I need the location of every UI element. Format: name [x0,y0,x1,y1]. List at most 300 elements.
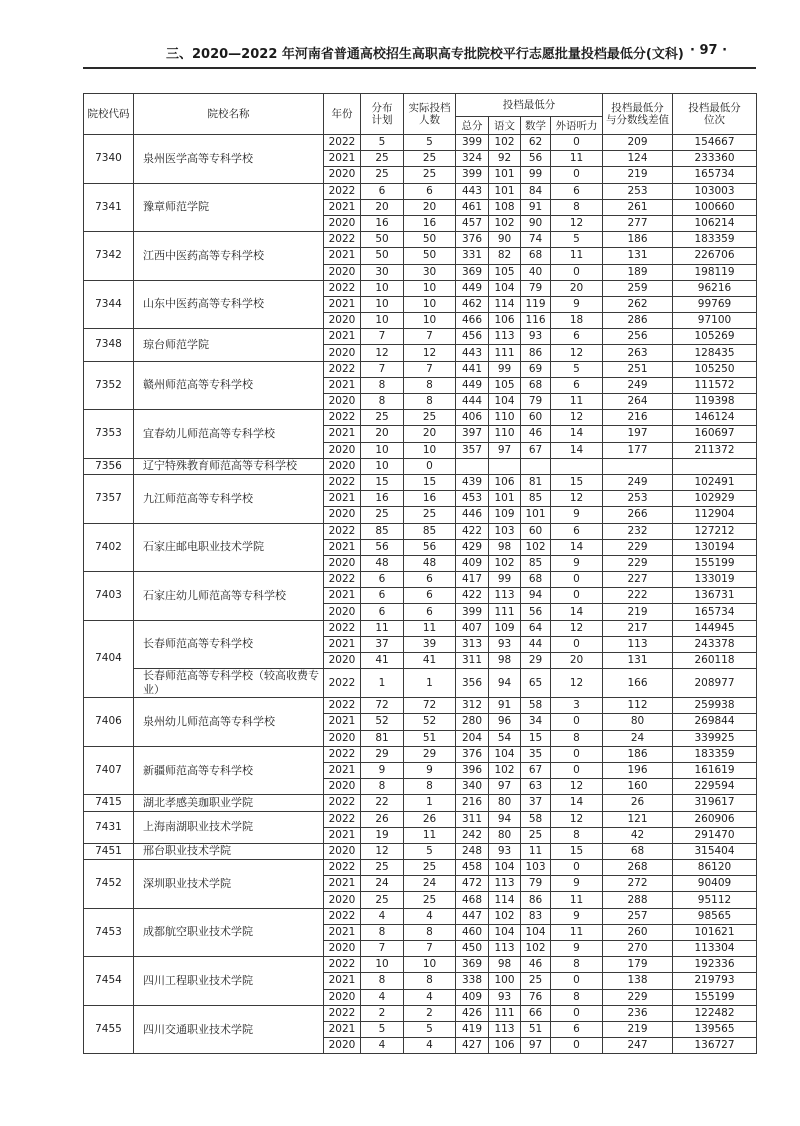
chinese-score-cell: 105 [489,377,521,393]
year-cell: 2021 [324,151,361,167]
total-score-cell: 409 [456,989,489,1005]
table-row [84,1005,757,1021]
school-code-cell: 7342 [84,232,134,281]
diff-from-cutoff-cell: 266 [603,507,673,523]
rank-cell: 112904 [673,507,757,523]
plan-cell: 10 [361,957,404,973]
actual-count-cell: 51 [404,730,456,746]
total-score-cell: 338 [456,973,489,989]
actual-count-cell: 1 [404,795,456,811]
plan-cell: 7 [361,329,404,345]
diff-from-cutoff-cell: 270 [603,941,673,957]
rank-cell: 208977 [673,669,757,698]
math-score-cell: 34 [521,714,551,730]
chinese-score-cell: 111 [489,604,521,620]
chinese-score-cell: 80 [489,827,521,843]
header-chinese-score: 语文 [489,117,521,135]
year-cell: 2022 [324,572,361,588]
math-score-cell: 66 [521,1005,551,1021]
rank-cell: 160697 [673,426,757,442]
rank-cell: 233360 [673,151,757,167]
chinese-score-cell: 98 [489,957,521,973]
chinese-score-cell: 104 [489,394,521,410]
math-score-cell: 60 [521,410,551,426]
actual-count-cell: 50 [404,248,456,264]
year-cell: 2020 [324,1038,361,1054]
year-cell: 2020 [324,264,361,280]
rank-cell: 98565 [673,908,757,924]
total-score-cell: 399 [456,135,489,151]
plan-cell: 8 [361,779,404,795]
actual-count-cell: 48 [404,555,456,571]
rank-cell: 165734 [673,167,757,183]
diff-from-cutoff-cell: 277 [603,215,673,231]
header-actual-line2: 人数 [419,114,440,126]
actual-count-cell: 15 [404,474,456,490]
diff-from-cutoff-cell: 131 [603,248,673,264]
title-rule [83,67,756,69]
math-score-cell: 119 [521,296,551,312]
year-cell: 2021 [324,491,361,507]
year-cell: 2020 [324,555,361,571]
total-score-cell: 449 [456,377,489,393]
actual-count-cell: 20 [404,199,456,215]
foreign-listening-cell: 0 [551,572,603,588]
diff-from-cutoff-cell: 229 [603,555,673,571]
math-score-cell: 104 [521,924,551,940]
plan-cell: 48 [361,555,404,571]
rank-cell: 101621 [673,924,757,940]
actual-count-cell: 25 [404,167,456,183]
diff-from-cutoff-cell: 249 [603,474,673,490]
plan-cell: 10 [361,313,404,329]
table-row [84,361,757,377]
plan-cell: 52 [361,714,404,730]
rank-cell: 198119 [673,264,757,280]
math-score-cell: 64 [521,620,551,636]
plan-cell: 10 [361,442,404,458]
math-score-cell: 68 [521,572,551,588]
diff-from-cutoff-cell: 216 [603,410,673,426]
rank-cell: 243378 [673,636,757,652]
diff-from-cutoff-cell: 219 [603,1021,673,1037]
year-cell: 2021 [324,973,361,989]
rank-cell: 103003 [673,183,757,199]
total-score-cell: 242 [456,827,489,843]
actual-count-cell: 26 [404,811,456,827]
foreign-listening-cell: 0 [551,714,603,730]
total-score-cell: 439 [456,474,489,490]
foreign-listening-cell: 0 [551,860,603,876]
total-score-cell: 472 [456,876,489,892]
diff-from-cutoff-cell: 160 [603,779,673,795]
chinese-score-cell: 110 [489,426,521,442]
header-row-top [84,94,757,117]
diff-from-cutoff-cell: 249 [603,377,673,393]
rank-cell: 130194 [673,539,757,555]
math-score-cell: 65 [521,669,551,698]
foreign-listening-cell: 9 [551,908,603,924]
header-diff-line1: 投档最低分 [611,102,664,114]
plan-cell: 22 [361,795,404,811]
rank-cell: 260906 [673,811,757,827]
header-year: 年份 [324,94,361,135]
rank-cell: 113304 [673,941,757,957]
chinese-score-cell: 102 [489,215,521,231]
diff-from-cutoff-cell: 232 [603,523,673,539]
year-cell: 2022 [324,183,361,199]
chinese-score-cell: 104 [489,924,521,940]
school-name-cell: 石家庄邮电职业技术学院 [134,523,324,572]
total-score-cell: 313 [456,636,489,652]
total-score-cell: 427 [456,1038,489,1054]
school-code-cell: 7402 [84,523,134,572]
foreign-listening-cell: 14 [551,604,603,620]
table-row [84,795,757,811]
school-name-cell: 九江师范高等专科学校 [134,474,324,523]
school-code-cell: 7348 [84,329,134,361]
year-cell: 2022 [324,908,361,924]
rank-cell: 96216 [673,280,757,296]
math-score-cell: 76 [521,989,551,1005]
plan-cell: 29 [361,746,404,762]
rank-cell: 86120 [673,860,757,876]
year-cell: 2020 [324,215,361,231]
actual-count-cell: 25 [404,410,456,426]
year-cell: 2021 [324,588,361,604]
total-score-cell: 376 [456,232,489,248]
year-cell: 2022 [324,620,361,636]
plan-cell: 4 [361,908,404,924]
math-score-cell: 44 [521,636,551,652]
year-cell: 2020 [324,507,361,523]
math-score-cell: 68 [521,377,551,393]
plan-cell: 16 [361,491,404,507]
rank-cell: 226706 [673,248,757,264]
math-score-cell: 103 [521,860,551,876]
page-number: · 97 · [690,43,728,58]
foreign-listening-cell: 0 [551,264,603,280]
plan-cell: 5 [361,1021,404,1037]
rank-cell: 211372 [673,442,757,458]
math-score-cell: 102 [521,941,551,957]
rank-cell: 146124 [673,410,757,426]
actual-count-cell: 20 [404,426,456,442]
school-code-cell: 7352 [84,361,134,410]
actual-count-cell: 41 [404,653,456,669]
year-cell: 2022 [324,410,361,426]
actual-count-cell: 10 [404,296,456,312]
table-row [84,957,757,973]
diff-from-cutoff-cell: 177 [603,442,673,458]
plan-cell: 8 [361,377,404,393]
school-code-cell: 7341 [84,183,134,232]
year-cell: 2021 [324,827,361,843]
total-score-cell: 441 [456,361,489,377]
plan-cell: 7 [361,941,404,957]
rank-cell: 269844 [673,714,757,730]
total-score-cell: 357 [456,442,489,458]
total-score-cell: 460 [456,924,489,940]
year-cell: 2020 [324,941,361,957]
total-score-cell: 407 [456,620,489,636]
chinese-score-cell: 113 [489,329,521,345]
diff-from-cutoff-cell: 189 [603,264,673,280]
header-total-score: 总分 [456,117,489,135]
plan-cell: 12 [361,843,404,859]
year-cell: 2020 [324,604,361,620]
school-code-cell: 7356 [84,458,134,474]
school-code-cell: 7431 [84,811,134,843]
school-code-cell: 7403 [84,572,134,621]
header-actual-line1: 实际投档 [408,102,451,114]
header-rank [673,94,757,135]
actual-count-cell: 52 [404,714,456,730]
page-title: 三、2020—2022 年河南省普通高校招生高职高专批院校平行志愿批量投档最低分(文科) [166,47,684,62]
diff-from-cutoff-cell: 261 [603,199,673,215]
year-cell: 2020 [324,730,361,746]
plan-cell: 15 [361,474,404,490]
actual-count-cell: 7 [404,361,456,377]
total-score-cell: 462 [456,296,489,312]
chinese-score-cell: 110 [489,410,521,426]
year-cell: 2022 [324,1005,361,1021]
chinese-score-cell: 114 [489,892,521,908]
math-score-cell: 69 [521,361,551,377]
foreign-listening-cell: 12 [551,620,603,636]
actual-count-cell: 2 [404,1005,456,1021]
year-cell: 2022 [324,280,361,296]
actual-count-cell: 0 [404,458,456,474]
rank-cell: 128435 [673,345,757,361]
actual-count-cell: 9 [404,762,456,778]
year-cell: 2020 [324,313,361,329]
year-cell: 2022 [324,795,361,811]
plan-cell: 20 [361,426,404,442]
school-code-cell: 7407 [84,746,134,795]
total-score-cell: 396 [456,762,489,778]
school-code-cell: 7452 [84,860,134,909]
table-row [84,474,757,490]
school-name-cell: 辽宁特殊教育师范高等专科学校 [134,458,324,474]
table-body [84,135,757,1054]
diff-from-cutoff-cell: 186 [603,746,673,762]
table-row [84,458,757,474]
actual-count-cell: 4 [404,908,456,924]
chinese-score-cell: 100 [489,973,521,989]
diff-from-cutoff-cell: 236 [603,1005,673,1021]
plan-cell: 85 [361,523,404,539]
chinese-score-cell: 97 [489,442,521,458]
header-diff-line2: 与分数线差值 [606,114,669,126]
plan-cell: 20 [361,199,404,215]
chinese-score-cell: 94 [489,669,521,698]
diff-from-cutoff-cell: 196 [603,762,673,778]
actual-count-cell: 72 [404,698,456,714]
plan-cell: 50 [361,232,404,248]
plan-cell: 8 [361,394,404,410]
total-score-cell: 369 [456,957,489,973]
year-cell: 2021 [324,329,361,345]
actual-count-cell: 10 [404,442,456,458]
chinese-score-cell: 91 [489,698,521,714]
rank-cell: 192336 [673,957,757,973]
foreign-listening-cell: 20 [551,653,603,669]
plan-cell: 6 [361,572,404,588]
header-rank-line1: 投档最低分 [688,102,741,114]
foreign-listening-cell: 8 [551,989,603,1005]
school-code-cell: 7357 [84,474,134,523]
year-cell: 2021 [324,636,361,652]
math-score-cell: 81 [521,474,551,490]
school-name-cell: 长春师范高等专科学校 [134,620,324,669]
chinese-score-cell: 82 [489,248,521,264]
diff-from-cutoff-cell: 166 [603,669,673,698]
school-code-cell: 7353 [84,410,134,459]
rank-cell: 111572 [673,377,757,393]
school-name-cell: 成都航空职业技术学院 [134,908,324,957]
school-name-cell: 山东中医药高等专科学校 [134,280,324,329]
math-score-cell: 116 [521,313,551,329]
total-score-cell: 443 [456,345,489,361]
school-name-cell: 长春师范高等专科学校（较高收费专业） [134,669,324,698]
year-cell: 2020 [324,843,361,859]
plan-cell: 26 [361,811,404,827]
actual-count-cell: 6 [404,604,456,620]
header-rank-line2: 位次 [704,114,725,126]
actual-count-cell: 16 [404,215,456,231]
foreign-listening-cell [551,458,603,474]
foreign-listening-cell: 20 [551,280,603,296]
foreign-listening-cell: 0 [551,588,603,604]
foreign-listening-cell: 0 [551,746,603,762]
actual-count-cell: 7 [404,941,456,957]
foreign-listening-cell: 14 [551,426,603,442]
total-score-cell: 280 [456,714,489,730]
actual-count-cell: 24 [404,876,456,892]
rank-cell: 315404 [673,843,757,859]
foreign-listening-cell: 3 [551,698,603,714]
chinese-score-cell: 93 [489,989,521,1005]
chinese-score-cell: 98 [489,653,521,669]
foreign-listening-cell: 14 [551,442,603,458]
rank-cell: 97100 [673,313,757,329]
plan-cell: 19 [361,827,404,843]
rank-cell: 259938 [673,698,757,714]
year-cell: 2022 [324,474,361,490]
diff-from-cutoff-cell: 121 [603,811,673,827]
plan-cell: 30 [361,264,404,280]
actual-count-cell: 6 [404,588,456,604]
actual-count-cell: 16 [404,491,456,507]
math-score-cell: 67 [521,762,551,778]
year-cell: 2020 [324,442,361,458]
total-score-cell: 450 [456,941,489,957]
total-score-cell: 444 [456,394,489,410]
chinese-score-cell: 96 [489,714,521,730]
table-row [84,620,757,636]
math-score-cell: 74 [521,232,551,248]
school-name-cell: 泉州医学高等专科学校 [134,135,324,184]
header-school-code: 院校代码 [84,94,134,135]
year-cell: 2022 [324,523,361,539]
math-score-cell [521,458,551,474]
total-score-cell: 397 [456,426,489,442]
diff-from-cutoff-cell: 42 [603,827,673,843]
foreign-listening-cell: 12 [551,215,603,231]
school-code-cell: 7454 [84,957,134,1006]
plan-cell: 25 [361,507,404,523]
chinese-score-cell: 54 [489,730,521,746]
foreign-listening-cell: 5 [551,361,603,377]
math-score-cell: 93 [521,329,551,345]
school-code-cell: 7406 [84,698,134,747]
math-score-cell: 25 [521,827,551,843]
foreign-listening-cell: 14 [551,539,603,555]
plan-cell: 11 [361,620,404,636]
math-score-cell: 58 [521,698,551,714]
school-code-cell: 7344 [84,280,134,329]
diff-from-cutoff-cell: 247 [603,1038,673,1054]
diff-from-cutoff-cell: 229 [603,989,673,1005]
table-row [84,232,757,248]
foreign-listening-cell: 9 [551,296,603,312]
total-score-cell: 369 [456,264,489,280]
chinese-score-cell: 102 [489,908,521,924]
actual-count-cell: 50 [404,232,456,248]
foreign-listening-cell: 0 [551,973,603,989]
actual-count-cell: 5 [404,843,456,859]
math-score-cell: 60 [521,523,551,539]
plan-cell: 25 [361,151,404,167]
diff-from-cutoff-cell: 179 [603,957,673,973]
math-score-cell: 99 [521,167,551,183]
rank-cell: 155199 [673,555,757,571]
diff-from-cutoff-cell: 268 [603,860,673,876]
chinese-score-cell: 111 [489,1005,521,1021]
rank-cell: 102491 [673,474,757,490]
header-plan-line2: 计划 [371,114,393,126]
table-row [84,698,757,714]
year-cell: 2020 [324,779,361,795]
total-score-cell: 312 [456,698,489,714]
total-score-cell: 311 [456,811,489,827]
chinese-score-cell: 113 [489,876,521,892]
plan-cell: 4 [361,1038,404,1054]
diff-from-cutoff-cell: 253 [603,491,673,507]
plan-cell: 8 [361,973,404,989]
rank-cell: 260118 [673,653,757,669]
year-cell: 2020 [324,989,361,1005]
plan-cell: 1 [361,669,404,698]
diff-from-cutoff-cell: 26 [603,795,673,811]
total-score-cell: 331 [456,248,489,264]
diff-from-cutoff-cell: 131 [603,653,673,669]
actual-count-cell: 12 [404,345,456,361]
school-code-cell: 7455 [84,1005,134,1054]
foreign-listening-cell: 12 [551,779,603,795]
plan-cell: 24 [361,876,404,892]
year-cell: 2021 [324,1021,361,1037]
chinese-score-cell: 102 [489,762,521,778]
diff-from-cutoff-cell: 68 [603,843,673,859]
school-code-cell: 7415 [84,795,134,811]
actual-count-cell: 5 [404,1021,456,1037]
diff-from-cutoff-cell: 113 [603,636,673,652]
chinese-score-cell: 90 [489,232,521,248]
table-row [84,135,757,151]
diff-from-cutoff-cell [603,458,673,474]
